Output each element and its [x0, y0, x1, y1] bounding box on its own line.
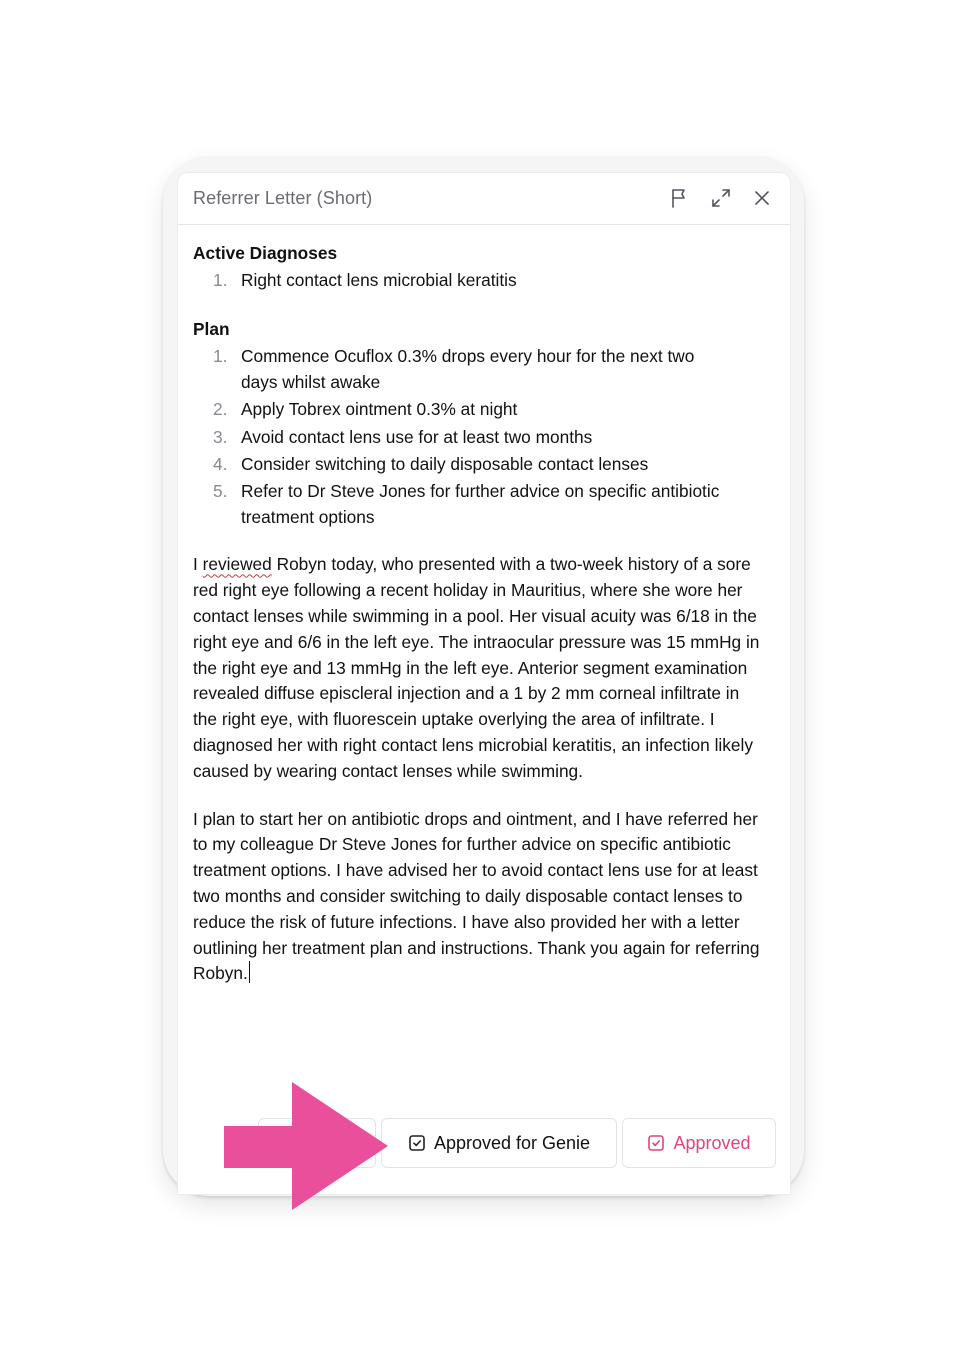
- approved-for-genie-label: Approved for Genie: [433, 1132, 591, 1153]
- list-item-text: Right contact lens microbial keratitis: [241, 270, 517, 290]
- flag-icon[interactable]: [668, 186, 692, 210]
- letter-panel: [178, 173, 790, 1194]
- pointer-arrow-icon: [224, 1082, 388, 1210]
- list-item: [193, 452, 721, 478]
- diagnoses-list: [193, 268, 768, 294]
- approved-label: Approved: [673, 1132, 751, 1153]
- list-number: 3.: [213, 426, 228, 447]
- list-item-text: Avoid contact lens use for at least two months: [241, 426, 593, 447]
- approved-button[interactable]: [622, 1118, 776, 1168]
- list-item-text: Commence Ocuflox 0.3% drops every hour for the next two days whilst awake: [241, 346, 695, 393]
- checkbox-check-icon: [647, 1134, 665, 1152]
- list-number: 1.: [213, 270, 228, 290]
- expand-icon[interactable]: [709, 186, 733, 210]
- list-item: [193, 425, 721, 451]
- list-item-text: Apply Tobrex ointment 0.3% at night: [241, 399, 518, 420]
- letter-paragraph-1: [193, 552, 768, 784]
- checkbox-check-icon: [408, 1134, 426, 1152]
- list-item: [193, 479, 721, 531]
- list-item: [193, 397, 721, 423]
- list-number: 2.: [213, 399, 228, 420]
- plan-list: [193, 344, 768, 531]
- para1-text: Robyn today, who presented with a two-week history of a sore red right eye following a recent holiday in Mauritius, where she wore her contact lenses while swimming in a pool. Her visual acuity was 6/18 in the right eye and 6/6 in the left eye. The intraocular pressure was 15 mmHg in the right eye and 13 mmHg in the left eye. Anterior segment examination revealed diffuse episcleral injection and a 1 by 2 mm corneal infiltrate in the right eye, with fluorescein uptake overlying the area of infiltrate. I diagnosed her with right contact lens microbial keratitis, an infection likely caused by wearing contact lenses while swimming.: [193, 554, 760, 781]
- close-icon[interactable]: [750, 186, 774, 210]
- list-number: 1.: [213, 346, 228, 367]
- plan-heading: Plan: [193, 319, 230, 340]
- spellcheck-flagged-word[interactable]: reviewed: [202, 554, 272, 575]
- text-cursor: [249, 961, 251, 983]
- list-item-text: Refer to Dr Steve Jones for further advice on specific antibiotic treatment options: [241, 481, 720, 528]
- panel-title: Referrer Letter (Short): [193, 188, 373, 208]
- para1-prefix: I: [193, 554, 203, 575]
- list-item: [193, 344, 721, 396]
- letter-editor[interactable]: [193, 241, 768, 987]
- approved-for-genie-button[interactable]: [381, 1118, 617, 1168]
- diagnoses-heading: Active Diagnoses: [193, 243, 338, 263]
- panel-header: [178, 173, 790, 225]
- letter-paragraph-2: [193, 807, 768, 988]
- list-number: 4.: [213, 453, 228, 474]
- list-number: 5.: [213, 481, 228, 502]
- list-item: [193, 268, 721, 294]
- para2-text: I plan to start her on antibiotic drops and ointment, and I have referred her to my colleague Dr Steve Jones for further advice on specific antibiotic treatment options. I have advised her to avoid contact lens use for at least two months and consider switching to daily disposable contact lenses to reduce the risk of future infections. I have also provided her with a letter outlining her treatment plan and instructions. Thank you again for referring Robyn.: [193, 808, 760, 984]
- list-item-text: Consider switching to daily disposable contact lenses: [241, 453, 649, 474]
